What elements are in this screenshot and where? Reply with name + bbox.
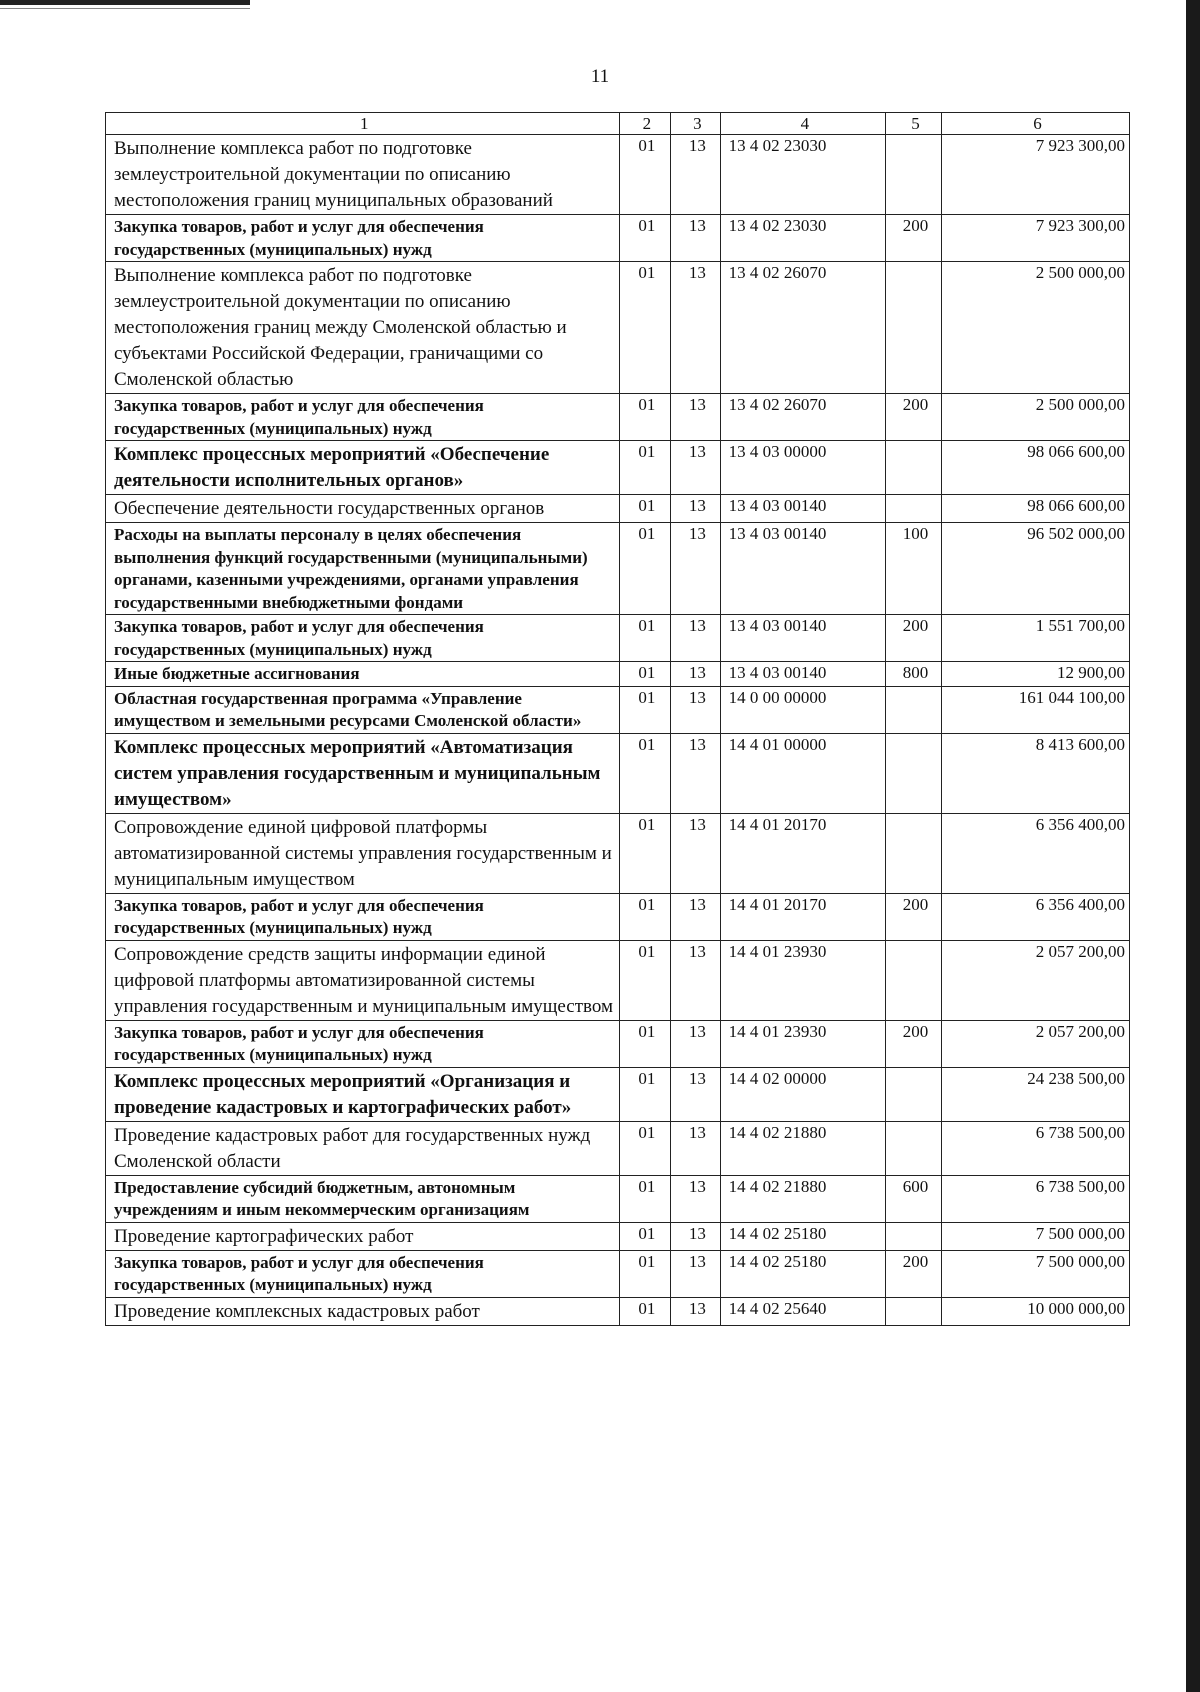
row-amount-cell: 6 356 400,00 (941, 813, 1129, 893)
row-expense-type-cell: 200 (886, 615, 942, 662)
row-expense-type-cell (886, 135, 942, 215)
row-amount-cell: 24 238 500,00 (941, 1067, 1129, 1121)
header-cell-2: 2 (619, 113, 671, 135)
row-section-cell: 01 (619, 394, 671, 441)
row-expense-type-cell: 200 (886, 1020, 942, 1067)
header-cell-4: 4 (720, 113, 885, 135)
row-target-article-cell: 14 4 02 25640 (720, 1297, 885, 1325)
table-row (106, 215, 1130, 262)
row-amount-cell: 8 413 600,00 (941, 733, 1129, 813)
row-amount-cell: 10 000 000,00 (941, 1297, 1129, 1325)
row-name-cell: Иные бюджетные ассигнования (106, 662, 620, 687)
row-expense-type-cell: 100 (886, 523, 942, 615)
row-name-cell: Закупка товаров, работ и услуг для обеспечения государственных (муниципальных) нужд (106, 615, 620, 662)
table-header-row (106, 113, 1130, 135)
row-expense-type-cell (886, 262, 942, 394)
row-target-article-cell: 14 4 02 25180 (720, 1250, 885, 1297)
row-section-cell: 01 (619, 135, 671, 215)
row-target-article-cell: 13 4 03 00140 (720, 662, 885, 687)
table-row (106, 1297, 1130, 1325)
row-name-cell: Выполнение комплекса работ по подготовке землеустроительной документации по описанию местоположения границ между Смоленской областью и субъектами Российской Федерации, граничащими со Смоленской областью (106, 262, 620, 394)
table-row (106, 615, 1130, 662)
row-section-cell: 01 (619, 686, 671, 733)
row-target-article-cell: 14 4 01 00000 (720, 733, 885, 813)
scan-top-rule-thin (0, 8, 250, 9)
row-subsection-cell: 13 (671, 495, 720, 523)
table-row (106, 262, 1130, 394)
row-name-cell: Выполнение комплекса работ по подготовке землеустроительной документации по описанию местоположения границ муниципальных образований (106, 135, 620, 215)
row-subsection-cell: 13 (671, 813, 720, 893)
page-number: 11 (590, 66, 610, 87)
row-subsection-cell: 13 (671, 1222, 720, 1250)
row-subsection-cell: 13 (671, 940, 720, 1020)
row-amount-cell: 2 500 000,00 (941, 262, 1129, 394)
budget-table-body (106, 113, 1130, 1326)
row-section-cell: 01 (619, 615, 671, 662)
row-target-article-cell: 14 4 01 23930 (720, 940, 885, 1020)
row-expense-type-cell: 200 (886, 1250, 942, 1297)
row-section-cell: 01 (619, 1222, 671, 1250)
row-name-cell: Закупка товаров, работ и услуг для обеспечения государственных (муниципальных) нужд (106, 215, 620, 262)
table-row (106, 893, 1130, 940)
row-target-article-cell: 14 4 01 20170 (720, 813, 885, 893)
row-target-article-cell: 14 4 02 25180 (720, 1222, 885, 1250)
row-section-cell: 01 (619, 215, 671, 262)
header-cell-6: 6 (941, 113, 1129, 135)
row-expense-type-cell: 600 (886, 1175, 942, 1222)
row-target-article-cell: 14 4 02 00000 (720, 1067, 885, 1121)
row-subsection-cell: 13 (671, 523, 720, 615)
row-subsection-cell: 13 (671, 1175, 720, 1222)
table-row (106, 662, 1130, 687)
row-name-cell: Комплекс процессных мероприятий «Автоматизация систем управления государственным и муниципальным имуществом» (106, 733, 620, 813)
row-section-cell: 01 (619, 495, 671, 523)
row-name-cell: Расходы на выплаты персоналу в целях обеспечения выполнения функций государственными (муниципальными) органами, казенными учреждениями, органами управления государственными внебюджетными фондами (106, 523, 620, 615)
table-row (106, 940, 1130, 1020)
table-row (106, 523, 1130, 615)
row-expense-type-cell (886, 733, 942, 813)
row-target-article-cell: 13 4 03 00140 (720, 495, 885, 523)
row-section-cell: 01 (619, 1020, 671, 1067)
row-name-cell: Областная государственная программа «Управление имуществом и земельными ресурсами Смоленской области» (106, 686, 620, 733)
table-row (106, 1175, 1130, 1222)
row-subsection-cell: 13 (671, 686, 720, 733)
row-name-cell: Проведение кадастровых работ для государственных нужд Смоленской области (106, 1121, 620, 1175)
row-expense-type-cell (886, 441, 942, 495)
row-section-cell: 01 (619, 733, 671, 813)
row-amount-cell: 2 500 000,00 (941, 394, 1129, 441)
row-expense-type-cell (886, 940, 942, 1020)
row-subsection-cell: 13 (671, 1121, 720, 1175)
row-amount-cell: 96 502 000,00 (941, 523, 1129, 615)
row-subsection-cell: 13 (671, 262, 720, 394)
row-target-article-cell: 13 4 02 26070 (720, 394, 885, 441)
row-section-cell: 01 (619, 940, 671, 1020)
row-name-cell: Сопровождение средств защиты информации единой цифровой платформы автоматизированной системы управления государственным и муниципальным имуществом (106, 940, 620, 1020)
row-expense-type-cell (886, 495, 942, 523)
row-amount-cell: 7 500 000,00 (941, 1222, 1129, 1250)
row-section-cell: 01 (619, 523, 671, 615)
row-target-article-cell: 13 4 03 00140 (720, 615, 885, 662)
row-section-cell: 01 (619, 1297, 671, 1325)
row-section-cell: 01 (619, 662, 671, 687)
row-subsection-cell: 13 (671, 1067, 720, 1121)
row-name-cell: Закупка товаров, работ и услуг для обеспечения государственных (муниципальных) нужд (106, 1250, 620, 1297)
header-cell-1: 1 (106, 113, 620, 135)
row-subsection-cell: 13 (671, 135, 720, 215)
row-section-cell: 01 (619, 1250, 671, 1297)
table-row (106, 813, 1130, 893)
header-cell-5: 5 (886, 113, 942, 135)
row-expense-type-cell (886, 1222, 942, 1250)
row-name-cell: Комплекс процессных мероприятий «Обеспечение деятельности исполнительных органов» (106, 441, 620, 495)
table-row (106, 1250, 1130, 1297)
table-row (106, 495, 1130, 523)
row-name-cell: Закупка товаров, работ и услуг для обеспечения государственных (муниципальных) нужд (106, 394, 620, 441)
table-row (106, 135, 1130, 215)
row-subsection-cell: 13 (671, 1020, 720, 1067)
row-expense-type-cell: 200 (886, 215, 942, 262)
row-subsection-cell: 13 (671, 662, 720, 687)
row-target-article-cell: 14 4 01 23930 (720, 1020, 885, 1067)
header-cell-3: 3 (671, 113, 720, 135)
table-row (106, 733, 1130, 813)
row-section-cell: 01 (619, 441, 671, 495)
row-name-cell: Проведение картографических работ (106, 1222, 620, 1250)
row-subsection-cell: 13 (671, 1297, 720, 1325)
row-amount-cell: 98 066 600,00 (941, 441, 1129, 495)
row-amount-cell: 6 738 500,00 (941, 1175, 1129, 1222)
row-subsection-cell: 13 (671, 441, 720, 495)
row-expense-type-cell: 200 (886, 893, 942, 940)
row-amount-cell: 6 356 400,00 (941, 893, 1129, 940)
row-section-cell: 01 (619, 1067, 671, 1121)
row-subsection-cell: 13 (671, 394, 720, 441)
row-subsection-cell: 13 (671, 733, 720, 813)
row-amount-cell: 1 551 700,00 (941, 615, 1129, 662)
row-section-cell: 01 (619, 813, 671, 893)
table-row (106, 1222, 1130, 1250)
row-target-article-cell: 13 4 02 23030 (720, 135, 885, 215)
row-name-cell: Закупка товаров, работ и услуг для обеспечения государственных (муниципальных) нужд (106, 893, 620, 940)
row-subsection-cell: 13 (671, 893, 720, 940)
row-target-article-cell: 14 4 01 20170 (720, 893, 885, 940)
row-target-article-cell: 14 4 02 21880 (720, 1121, 885, 1175)
row-target-article-cell: 13 4 02 23030 (720, 215, 885, 262)
table-row (106, 1067, 1130, 1121)
row-expense-type-cell: 800 (886, 662, 942, 687)
row-expense-type-cell (886, 1067, 942, 1121)
row-target-article-cell: 13 4 03 00140 (720, 523, 885, 615)
row-expense-type-cell (886, 813, 942, 893)
row-name-cell: Проведение комплексных кадастровых работ (106, 1297, 620, 1325)
row-target-article-cell: 14 0 00 00000 (720, 686, 885, 733)
row-target-article-cell: 13 4 03 00000 (720, 441, 885, 495)
row-name-cell: Сопровождение единой цифровой платформы автоматизированной системы управления государственным и муниципальным имуществом (106, 813, 620, 893)
table-row (106, 1020, 1130, 1067)
row-expense-type-cell (886, 686, 942, 733)
row-name-cell: Закупка товаров, работ и услуг для обеспечения государственных (муниципальных) нужд (106, 1020, 620, 1067)
row-subsection-cell: 13 (671, 1250, 720, 1297)
row-expense-type-cell: 200 (886, 394, 942, 441)
row-amount-cell: 12 900,00 (941, 662, 1129, 687)
row-expense-type-cell (886, 1121, 942, 1175)
row-section-cell: 01 (619, 893, 671, 940)
row-amount-cell: 161 044 100,00 (941, 686, 1129, 733)
budget-table (105, 112, 1130, 1326)
row-amount-cell: 7 500 000,00 (941, 1250, 1129, 1297)
row-amount-cell: 2 057 200,00 (941, 1020, 1129, 1067)
row-amount-cell: 7 923 300,00 (941, 215, 1129, 262)
row-name-cell: Обеспечение деятельности государственных органов (106, 495, 620, 523)
scan-top-rule (0, 0, 250, 5)
row-section-cell: 01 (619, 1121, 671, 1175)
row-subsection-cell: 13 (671, 615, 720, 662)
row-amount-cell: 6 738 500,00 (941, 1121, 1129, 1175)
row-section-cell: 01 (619, 262, 671, 394)
row-target-article-cell: 13 4 02 26070 (720, 262, 885, 394)
scan-right-edge (1186, 0, 1200, 1692)
table-row (106, 441, 1130, 495)
table-row (106, 394, 1130, 441)
row-name-cell: Предоставление субсидий бюджетным, автономным учреждениям и иным некоммерческим организациям (106, 1175, 620, 1222)
row-amount-cell: 98 066 600,00 (941, 495, 1129, 523)
row-section-cell: 01 (619, 1175, 671, 1222)
row-expense-type-cell (886, 1297, 942, 1325)
row-subsection-cell: 13 (671, 215, 720, 262)
row-amount-cell: 2 057 200,00 (941, 940, 1129, 1020)
row-name-cell: Комплекс процессных мероприятий «Организация и проведение кадастровых и картографических работ» (106, 1067, 620, 1121)
row-amount-cell: 7 923 300,00 (941, 135, 1129, 215)
table-row (106, 1121, 1130, 1175)
row-target-article-cell: 14 4 02 21880 (720, 1175, 885, 1222)
table-row (106, 686, 1130, 733)
